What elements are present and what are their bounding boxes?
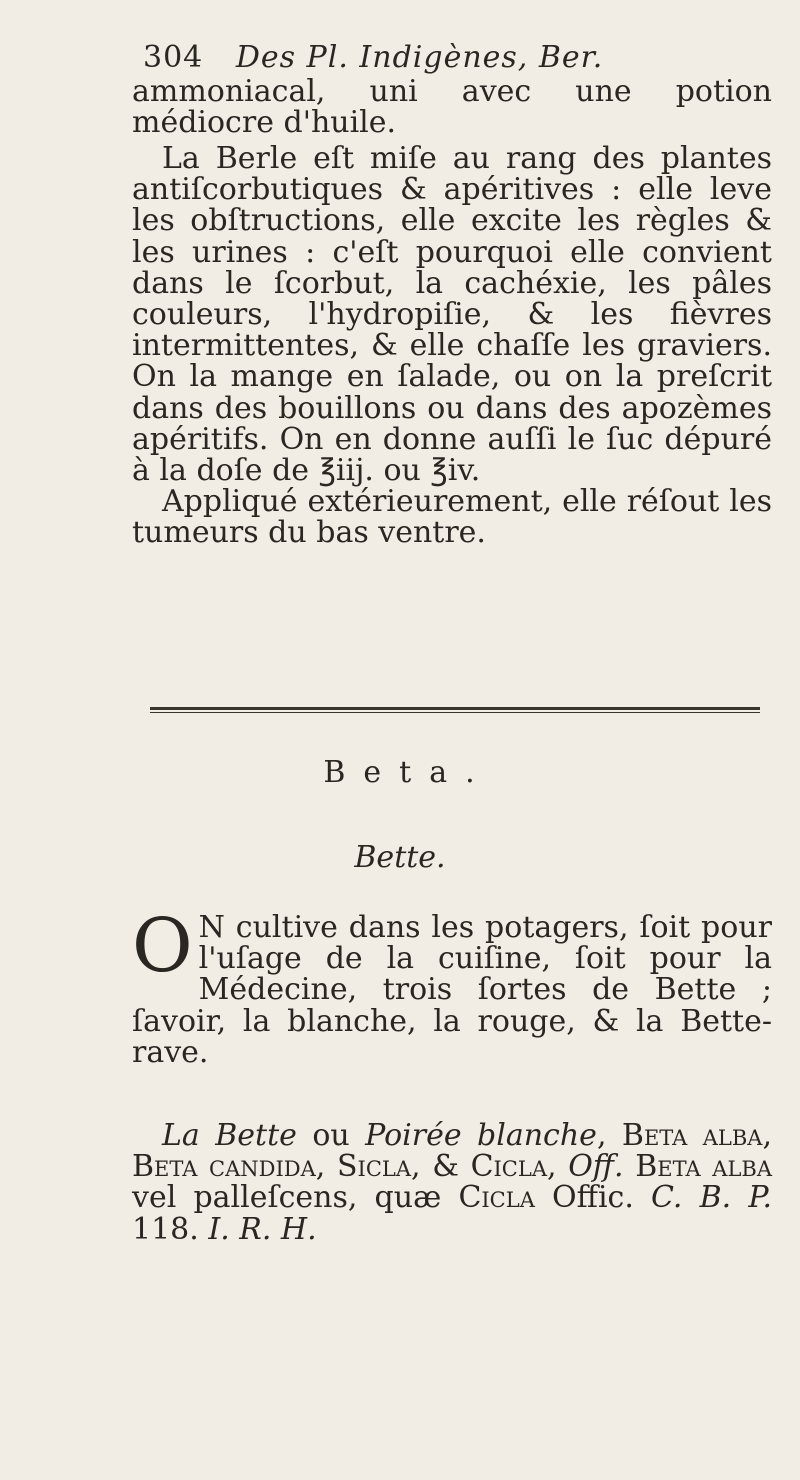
synonym: Beta alba: [635, 1149, 772, 1185]
section-divider-thick: [150, 707, 760, 710]
text-fragment: vel palleſcens, quæ: [132, 1180, 459, 1216]
section-subtitle: Bette.: [354, 840, 446, 875]
text-fragment: ,: [315, 1149, 337, 1185]
text-fragment: ,: [547, 1149, 569, 1185]
synonym: Cicla: [458, 1180, 535, 1216]
synonym: Beta candida: [132, 1149, 316, 1185]
continuation-paragraph: ammoniacal, uni avec une potion médiocre d'huile.: [132, 74, 772, 141]
officinal-abbrev: Off.: [568, 1149, 624, 1185]
synonym: Sicla: [336, 1149, 412, 1185]
bette-lead: La Bette: [162, 1118, 297, 1153]
external-use-paragraph: Appliqué extérieurement, elle réſout les tumeurs du bas ventre.: [132, 484, 772, 551]
berle-paragraph: La Berle eſt miſe au rang des plantes antiſcorbutiques & apéritives : elle leve les obſtructions, elle excite les règles & les urines : c'eſt pourquoi elle convient dans le ſcorbut, la cachéxie, les pâles couleurs, l'hydropiſie, & les fièvres intermittentes, & elle chaſſe les graviers. On la mange en ſalade, ou on la preſcrit dans des bouillons ou dans des apozèmes apéritifs. On en donne auſſi le ſuc dépuré à la doſe de ℥iij. ou ℥iv.: [132, 141, 772, 489]
page-number: 304: [143, 40, 204, 75]
text-fragment: ,: [762, 1118, 772, 1153]
drop-cap: O: [132, 903, 193, 989]
synonym: Cicla: [470, 1149, 547, 1185]
reference: I. R. H.: [208, 1211, 317, 1247]
text-fragment: 118.: [132, 1211, 209, 1247]
text-fragment: ,: [596, 1118, 622, 1153]
text-fragment: [624, 1149, 636, 1184]
synonym: Beta alba: [621, 1118, 763, 1153]
section-divider-thin: [150, 712, 760, 713]
beta-paragraph-text: N cultive dans les potagers, ſoit pour l'uſage de la cuiſine, ſoit pour la Médecine, trois ſortes de Bette ; ſavoir, la blanche, la rouge, & la Bette-rave.: [132, 910, 772, 1070]
synonyms-paragraph: [132, 1120, 772, 1245]
beta-paragraph: [132, 903, 772, 1070]
text-fragment: , &: [411, 1149, 471, 1185]
berle-section: [132, 143, 772, 549]
reference: C. B. P.: [651, 1180, 772, 1216]
section-title: Beta.: [323, 755, 493, 790]
text-fragment: ou: [296, 1118, 366, 1153]
poiree-name: Poirée blanche: [365, 1118, 597, 1153]
running-header: [143, 40, 763, 75]
running-title: Des Pl. Indigènes, Ber.: [235, 40, 604, 75]
text-fragment: Offic.: [534, 1180, 652, 1216]
